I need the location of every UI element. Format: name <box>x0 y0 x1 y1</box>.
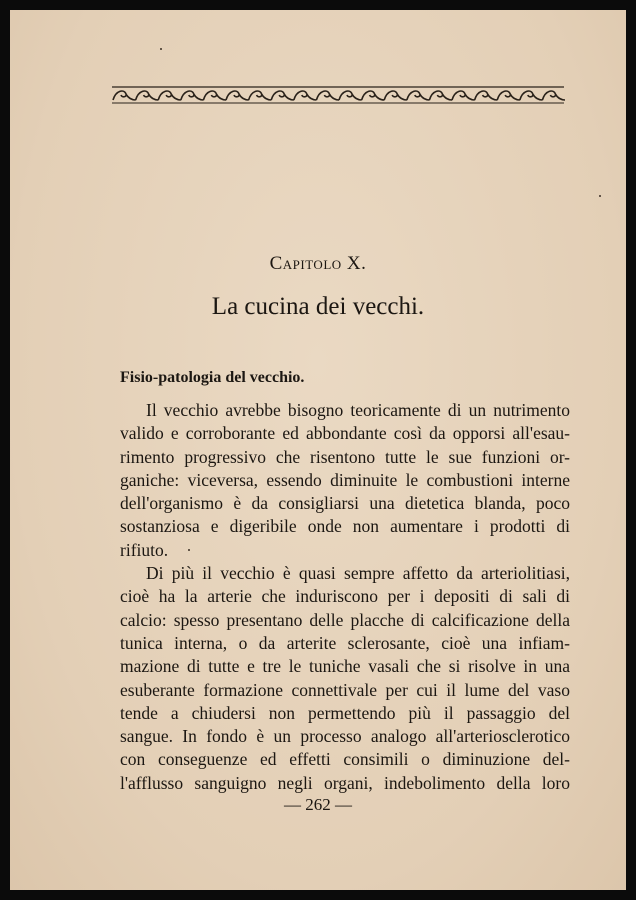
paragraph-1 <box>120 399 570 562</box>
text-line: dell'organismo è da consigliarsi una dietetica blanda, poco <box>120 493 570 514</box>
paragraph-2 <box>120 562 570 795</box>
text-line: valido e corroborante ed abbondante così da opporsi all'esau- <box>120 423 570 444</box>
paper-speck <box>188 549 190 551</box>
text-line: esuberante formazione connettivale per cui il lume del vaso <box>120 679 570 700</box>
text-line: mazione di tutte e tre le tuniche vasali che si risolve in una <box>120 656 570 677</box>
body-text <box>120 399 570 795</box>
paper-speck <box>160 48 162 50</box>
text-line: tunica interna, o da arterite sclerosante, cioè una infiam- <box>120 632 570 653</box>
text-line: calcio: spesso presentano delle placche di calcificazione della <box>120 609 570 630</box>
chapter-title: La cucina dei vecchi. <box>211 293 425 320</box>
text-line: Di più il vecchio è quasi sempre affetto da arteriolitiasi, <box>146 563 570 584</box>
text-line: Il vecchio avrebbe bisogno teoricamente di un nutrimento <box>146 400 570 420</box>
text-line: ganiche: viceversa, essendo diminuite le combustioni interne <box>120 469 570 490</box>
text-line: tende a chiudersi non permettendo più il passaggio del <box>120 702 570 723</box>
text-line: l'afflusso sanguigno negli organi, indebolimento della loro <box>120 772 570 793</box>
text-line: rimento progressivo che risentono tutte le sue funzioni or- <box>120 446 570 467</box>
text-line: cioè ha la arterie che induriscono per i depositi di sali di <box>120 586 570 607</box>
text-line: rifiuto. <box>120 539 169 560</box>
chapter-label: Capitolo X. <box>269 253 367 274</box>
text-line: con conseguenze ed effetti consimili o diminuzione del- <box>120 749 570 770</box>
section-heading: Fisio-patologia del vecchio. <box>120 369 305 386</box>
page-number: — 262 — <box>284 795 352 814</box>
paper-speck <box>599 195 601 197</box>
text-line: sostanziosa e digeribile onde non aumentare i prodotti di <box>120 516 570 537</box>
decorative-wave-border <box>110 84 566 106</box>
text-line: sangue. In fondo è un processo analogo all'arteriosclerotico <box>120 726 570 747</box>
